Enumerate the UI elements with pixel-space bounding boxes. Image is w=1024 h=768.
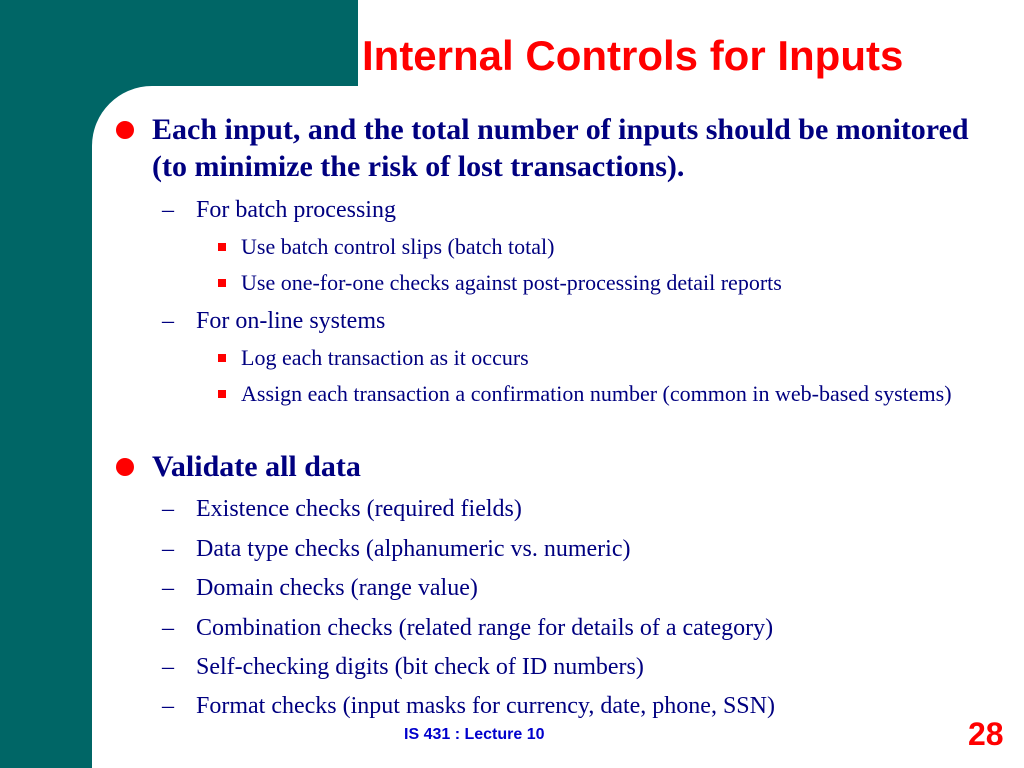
detail-confirmation-number [218, 378, 1001, 410]
sub-bullet-text: Data type checks (alphanumeric vs. numeric) [196, 536, 631, 562]
sub-bullet-existence-checks [162, 494, 996, 524]
detail-batch-control-slips [218, 231, 1001, 263]
sub-bullet-combination-checks [162, 613, 996, 643]
slide-page-number: 28 [968, 716, 1004, 752]
bullet-text: Each input, and the total number of inputs should be monitored (to minimize the risk of lost transactions). [152, 113, 969, 183]
detail-one-for-one-checks [218, 267, 1001, 299]
detail-text: Use batch control slips (batch total) [241, 234, 555, 259]
sub-bullet-text: Format checks (input masks for currency, date, phone, SSN) [196, 693, 775, 719]
dash-bullet-icon: – [162, 615, 174, 641]
sub-bullet-batch-processing [162, 195, 996, 225]
dash-bullet-icon: – [162, 308, 174, 334]
detail-log-transactions [218, 342, 1001, 374]
dash-bullet-icon: – [162, 575, 174, 601]
sub-bullet-text: Domain checks (range value) [196, 575, 478, 601]
sub-bullet-text: Self-checking digits (bit check of ID numbers) [196, 654, 644, 680]
sub-bullet-format-checks [162, 691, 996, 721]
red-square-bullet-icon [218, 279, 226, 287]
sub-bullet-data-type-checks [162, 534, 996, 564]
slide-footer: IS 431 : Lecture 10 [404, 726, 545, 743]
red-square-bullet-icon [218, 243, 226, 251]
dash-bullet-icon: – [162, 536, 174, 562]
red-circle-bullet-icon [116, 121, 134, 139]
dash-bullet-icon: – [162, 496, 174, 522]
sub-bullet-online-systems [162, 306, 996, 336]
dash-bullet-icon: – [162, 654, 174, 680]
detail-text: Assign each transaction a confirmation number (common in web-based systems) [241, 381, 952, 406]
bullet-monitor-inputs [116, 111, 1002, 185]
sub-bullet-domain-checks [162, 573, 996, 603]
red-circle-bullet-icon [116, 458, 134, 476]
dash-bullet-icon: – [162, 693, 174, 719]
detail-text: Log each transaction as it occurs [241, 345, 529, 370]
sub-bullet-text: For batch processing [196, 197, 396, 223]
bullet-validate-data [116, 448, 1002, 485]
sub-bullet-text: For on-line systems [196, 308, 386, 334]
detail-text: Use one-for-one checks against post-processing detail reports [241, 270, 782, 295]
red-square-bullet-icon [218, 354, 226, 362]
red-square-bullet-icon [218, 390, 226, 398]
sub-bullet-text: Combination checks (related range for details of a category) [196, 615, 774, 641]
sub-bullet-self-checking-digits [162, 652, 996, 682]
sub-bullet-text: Existence checks (required fields) [196, 496, 522, 522]
dash-bullet-icon: – [162, 197, 174, 223]
slide-title: Internal Controls for Inputs [362, 32, 904, 79]
bullet-text: Validate all data [152, 450, 361, 483]
